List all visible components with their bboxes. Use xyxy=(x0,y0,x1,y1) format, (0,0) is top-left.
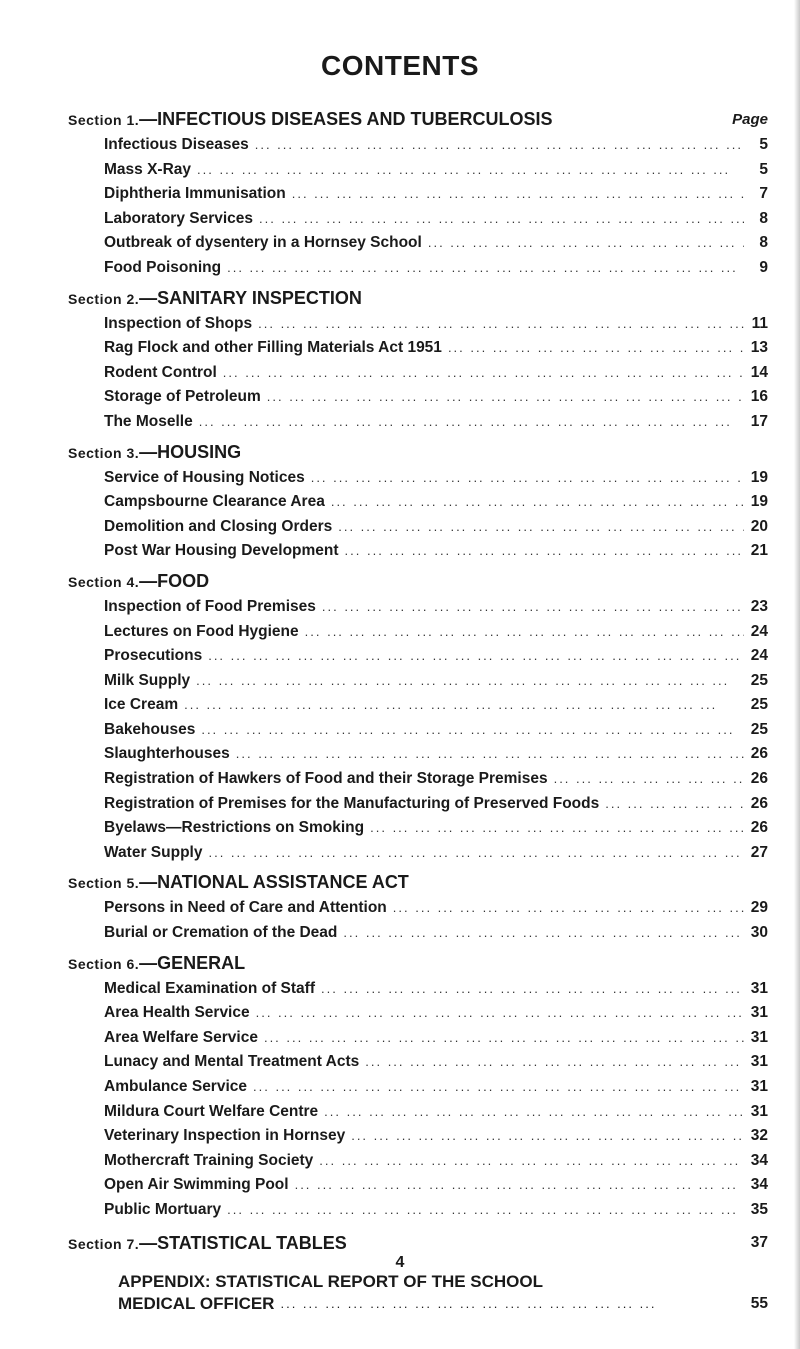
entry-label: Open Air Swimming Pool xyxy=(104,1176,289,1194)
leader-dots xyxy=(370,816,744,841)
section-title: —STATISTICAL TABLES xyxy=(139,1232,347,1253)
entry-label: Service of Housing Notices xyxy=(104,468,305,486)
section-number: Section 5. xyxy=(68,875,140,892)
entry-page: 9 xyxy=(759,258,768,276)
entry-page: 30 xyxy=(750,924,768,942)
entry-label: Area Health Service xyxy=(104,1004,250,1022)
entry-page: 26 xyxy=(750,819,768,837)
entry-page: 31 xyxy=(750,1028,768,1046)
section-heading xyxy=(68,869,768,896)
entry-page: 26 xyxy=(750,770,768,788)
toc-entry xyxy=(104,693,768,718)
entry-label: Mass X-Ray xyxy=(104,160,192,178)
entry-page: 5 xyxy=(759,136,768,153)
leader-dots xyxy=(223,361,744,386)
entry-label: Outbreak of dysentery in a Hornsey School xyxy=(104,234,422,252)
entry-page: 31 xyxy=(750,1102,768,1120)
entry-page: 31 xyxy=(750,1004,768,1022)
entry-page: 19 xyxy=(750,468,768,486)
entry-page: 25 xyxy=(750,720,768,738)
toc-entry xyxy=(104,792,768,817)
leader-dots xyxy=(319,1149,744,1174)
section-number: Section 2. xyxy=(68,290,140,307)
section-number: Section 1. xyxy=(68,112,140,128)
entry-label: Ice Cream xyxy=(104,696,179,714)
entry-label: Registration of Premises for the Manufacturing of Preserved Foods xyxy=(104,794,600,812)
section-heading xyxy=(68,106,768,133)
leader-dots xyxy=(305,620,744,645)
section-title: —NATIONAL ASSISTANCE ACT xyxy=(139,872,409,893)
entry-page: 34 xyxy=(750,1176,768,1194)
leader-dots xyxy=(311,466,744,491)
entry-page: 21 xyxy=(750,542,768,560)
entry-label: Veterinary Inspection in Hornsey xyxy=(104,1127,346,1145)
page-column-header: Page xyxy=(732,111,768,128)
section-title: —GENERAL xyxy=(139,952,246,973)
entry-page: 31 xyxy=(750,1053,768,1071)
leader-dots xyxy=(264,1026,744,1051)
entry-label: Post War Housing Development xyxy=(104,542,339,560)
toc-entry xyxy=(104,1100,768,1125)
entry-label: Laboratory Services xyxy=(104,209,254,227)
page-edge-shadow xyxy=(794,0,800,1349)
leader-dots xyxy=(365,1050,744,1075)
section-heading xyxy=(68,439,768,466)
entry-label: Lectures on Food Hygiene xyxy=(104,622,299,640)
leader-dots xyxy=(196,669,744,694)
entry-page: 23 xyxy=(750,597,768,615)
toc-entry xyxy=(104,1198,768,1223)
leader-dots xyxy=(295,1173,744,1198)
leader-dots xyxy=(259,207,744,232)
toc-entry xyxy=(104,182,768,207)
toc-entry xyxy=(104,841,768,866)
entry-label: Mothercraft Training Society xyxy=(104,1151,314,1169)
entry-label: Registration of Hawkers of Food and their Storage Premises xyxy=(104,770,548,788)
section-title: —SANITARY INSPECTION xyxy=(139,287,362,308)
entry-label: The Moselle xyxy=(104,412,193,430)
leader-dots xyxy=(199,410,744,435)
entry-label: Burial or Cremation of the Dead xyxy=(104,924,338,942)
toc-entry xyxy=(104,1149,768,1174)
leader-dots xyxy=(331,490,744,515)
section-title: —INFECTIOUS DISEASES AND TUBERCULOSIS xyxy=(139,109,553,129)
toc-entry xyxy=(104,1075,768,1100)
leader-dots xyxy=(351,1124,744,1149)
toc-entry xyxy=(104,158,768,183)
toc-entry xyxy=(104,490,768,515)
section-heading xyxy=(68,568,768,595)
entry-page: 27 xyxy=(750,843,768,861)
leader-dots xyxy=(227,1198,744,1223)
toc-entry xyxy=(104,1050,768,1075)
entry-page: 24 xyxy=(750,647,768,665)
entry-page: 8 xyxy=(759,234,768,252)
entry-label: Public Mortuary xyxy=(104,1200,222,1218)
entry-label: Inspection of Food Premises xyxy=(104,597,316,615)
toc-entry xyxy=(104,1001,768,1026)
toc-entry xyxy=(104,256,768,281)
toc-entry xyxy=(104,669,768,694)
entry-label: Milk Supply xyxy=(104,671,191,689)
toc-entry xyxy=(104,515,768,540)
leader-dots xyxy=(197,158,744,183)
toc-entry xyxy=(104,385,768,410)
leader-dots xyxy=(201,718,744,743)
entry-page: 31 xyxy=(750,1078,768,1095)
leader-dots xyxy=(428,231,744,256)
toc-entry xyxy=(104,644,768,669)
section-number: Section 7. xyxy=(68,1235,140,1252)
toc-entry xyxy=(104,1026,768,1051)
entry-label: Persons in Need of Care and Attention xyxy=(104,899,387,917)
page-title: CONTENTS xyxy=(321,50,479,81)
leader-dots xyxy=(448,336,744,361)
entry-page: 19 xyxy=(750,493,768,511)
appendix-title-line1: APPENDIX: STATISTICAL REPORT OF THE SCHOOL xyxy=(118,1271,544,1291)
leader-dots xyxy=(343,921,744,946)
entry-label: Food Poisoning xyxy=(104,258,222,276)
toc-entry xyxy=(104,896,768,921)
entry-label: Diphtheria Immunisation xyxy=(104,185,286,203)
toc-entry xyxy=(104,312,768,337)
entry-label: Lunacy and Mental Treatment Acts xyxy=(104,1053,360,1071)
section-title: —FOOD xyxy=(139,570,210,591)
entry-page: 37 xyxy=(750,1233,768,1251)
entry-page: 55 xyxy=(750,1294,768,1312)
entry-label: Rodent Control xyxy=(104,363,217,381)
leader-dots xyxy=(184,693,744,718)
section-heading xyxy=(68,950,768,977)
entry-label: Medical Examination of Staff xyxy=(104,979,316,997)
entry-label: Storage of Petroleum xyxy=(104,388,261,406)
entry-label: Prosecutions xyxy=(104,647,203,665)
entry-page: 25 xyxy=(750,696,768,714)
toc-entry xyxy=(104,977,768,1002)
leader-dots xyxy=(280,1293,744,1315)
entry-page: 25 xyxy=(750,671,768,689)
entry-page: 5 xyxy=(759,160,768,178)
entry-page: 29 xyxy=(750,899,768,917)
toc-entry xyxy=(104,133,768,158)
leader-dots xyxy=(605,792,744,817)
entry-label: Inspection of Shops xyxy=(104,314,253,332)
entry-page: 32 xyxy=(750,1127,768,1145)
entry-page: 35 xyxy=(750,1200,768,1218)
toc-entry xyxy=(104,361,768,386)
entry-label: Rag Flock and other Filling Materials Act 1951 xyxy=(104,339,442,357)
appendix-entry xyxy=(118,1271,768,1315)
toc-entry xyxy=(104,1124,768,1149)
appendix-title-line2 xyxy=(118,1293,768,1315)
entry-page: 26 xyxy=(750,745,768,763)
leader-dots xyxy=(208,644,744,669)
section-heading xyxy=(68,1229,768,1257)
leader-dots xyxy=(208,841,744,866)
leader-dots xyxy=(292,182,744,207)
toc-entry xyxy=(104,921,768,946)
toc-entry xyxy=(104,595,768,620)
section-heading xyxy=(68,285,768,312)
section-number: Section 4. xyxy=(68,573,140,590)
leader-dots xyxy=(393,896,744,921)
table-of-contents xyxy=(0,106,800,1315)
toc-entry xyxy=(104,1173,768,1198)
toc-entry xyxy=(104,466,768,491)
leader-dots xyxy=(258,312,744,337)
entry-label: Area Welfare Service xyxy=(104,1028,258,1046)
entry-page: 11 xyxy=(751,314,768,332)
leader-dots xyxy=(255,133,744,158)
entry-page: 17 xyxy=(750,412,768,430)
leader-dots xyxy=(345,539,744,564)
leader-dots xyxy=(338,515,744,540)
leader-dots xyxy=(554,767,744,792)
section-number: Section 6. xyxy=(68,955,140,972)
leader-dots xyxy=(227,256,744,281)
entry-label: Ambulance Service xyxy=(104,1078,248,1095)
toc-entry xyxy=(104,539,768,564)
entry-label: Bakehouses xyxy=(104,720,196,738)
leader-dots xyxy=(267,385,744,410)
section-number: Section 3. xyxy=(68,444,140,461)
leader-dots xyxy=(236,742,744,767)
entry-page: 31 xyxy=(750,979,768,997)
entry-label: Demolition and Closing Orders xyxy=(104,517,333,535)
entry-page: 16 xyxy=(750,388,768,406)
leader-dots xyxy=(256,1001,744,1026)
toc-entry xyxy=(104,742,768,767)
toc-entry xyxy=(104,336,768,361)
entry-page: 24 xyxy=(750,622,768,640)
section-title: —HOUSING xyxy=(139,441,242,462)
entry-page: 34 xyxy=(750,1151,768,1169)
entry-label: Campsbourne Clearance Area xyxy=(104,493,325,511)
entry-label: Slaughterhouses xyxy=(104,745,230,763)
entry-page: 14 xyxy=(750,363,768,381)
entry-page: 7 xyxy=(759,185,768,203)
entry-page: 26 xyxy=(750,794,768,812)
toc-entry xyxy=(104,410,768,435)
leader-dots xyxy=(253,1075,744,1100)
toc-entry xyxy=(104,718,768,743)
toc-entry xyxy=(104,620,768,645)
toc-entry xyxy=(104,816,768,841)
entry-label: Water Supply xyxy=(104,843,203,861)
toc-entry xyxy=(104,231,768,256)
leader-dots xyxy=(324,1100,744,1125)
entry-label: Mildura Court Welfare Centre xyxy=(104,1102,319,1120)
entry-label: Byelaws—Restrictions on Smoking xyxy=(104,819,365,837)
entry-page: 20 xyxy=(750,517,768,535)
page-number: 4 xyxy=(395,1254,405,1271)
leader-dots xyxy=(321,977,744,1002)
entry-page: 13 xyxy=(750,339,768,357)
leader-dots xyxy=(322,595,744,620)
toc-entry xyxy=(104,767,768,792)
entry-page: 8 xyxy=(759,209,768,227)
entry-label: Infectious Diseases xyxy=(104,136,249,153)
appendix-label: MEDICAL OFFICER xyxy=(118,1293,275,1313)
toc-entry xyxy=(104,207,768,232)
